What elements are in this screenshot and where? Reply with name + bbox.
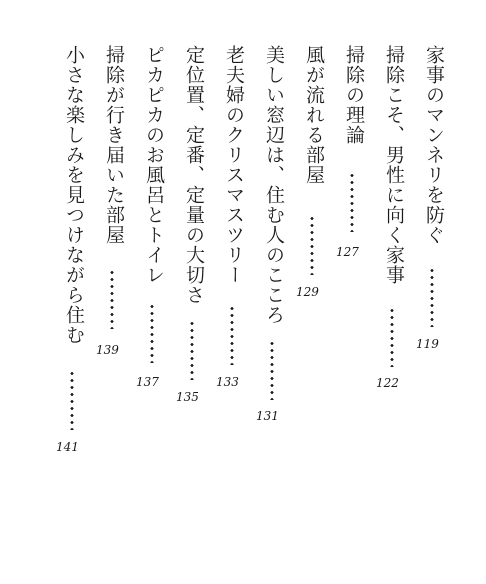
toc-dot-leader [430, 267, 434, 327]
toc-page-number: 141 [56, 440, 79, 454]
toc-dot-leader [390, 307, 394, 367]
toc-entry-title: 家事のマンネリを防ぐ [423, 45, 445, 245]
toc-dot-leader [270, 340, 274, 400]
toc-dot-leader [350, 172, 354, 232]
toc-entry-title: 掃除の理論 [343, 45, 365, 145]
toc-page-number: 127 [336, 245, 359, 259]
toc-dot-leader [150, 303, 154, 363]
toc-page-number: 133 [216, 375, 239, 389]
toc-page-number: 119 [416, 337, 439, 351]
toc-page-number: 131 [256, 409, 279, 423]
toc-page-number: 139 [96, 343, 119, 357]
toc-entry-title: 掃除こそ、男性に向く家事 [383, 45, 405, 285]
toc-entry-title: 風が流れる部屋 [303, 45, 325, 185]
toc-entry-title: 老夫婦のクリスマスツリー [223, 45, 245, 285]
toc-entry-title: 小さな楽しみを見つけながら住む [63, 45, 85, 345]
toc-entry-title: 掃除が行き届いた部屋 [103, 45, 125, 245]
toc-dot-leader [70, 370, 74, 430]
toc-page-number: 137 [136, 375, 159, 389]
toc-page-number: 135 [176, 390, 199, 404]
toc-dot-leader [110, 269, 114, 329]
toc-dot-leader [230, 305, 234, 365]
toc-entry-title: ピカピカのお風呂とトイレ [143, 45, 165, 285]
toc-page-number: 122 [376, 376, 399, 390]
toc-page-number: 129 [296, 285, 319, 299]
toc-entry-title: 美しい窓辺は、住む人のこころ [263, 45, 285, 325]
toc-entry-title: 定位置、定番、定量の大切さ [183, 45, 205, 305]
toc-dot-leader [190, 320, 194, 380]
toc-dot-leader [310, 215, 314, 275]
